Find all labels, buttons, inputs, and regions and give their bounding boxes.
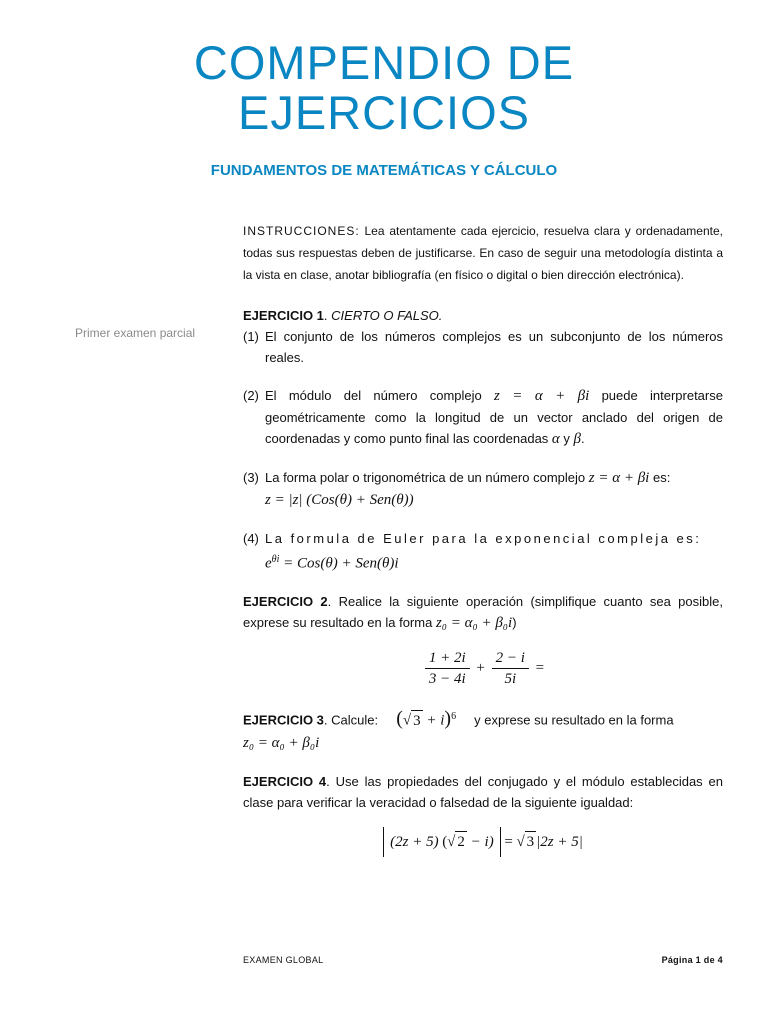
lhs-part-b: − i) <box>466 833 494 850</box>
ex1-item-4 <box>243 528 723 574</box>
fraction-1-numerator: 1 + 2i <box>425 648 470 669</box>
lhs-part-a: (2z + 5) <box>390 833 439 850</box>
euler-formula: = Cos(θ) + Sen(θ)i <box>279 555 399 572</box>
exercise-2-text: . Realice la siguiente operación (simplifique cuanto sea posible, exprese su resultado en la forma <box>243 594 723 631</box>
ex1-item-2 <box>243 385 723 450</box>
item-number: (2) <box>243 388 259 403</box>
item-text: La formula de Euler para la exponencial compleja es: <box>265 531 702 546</box>
exercise-3-text: . Calcule: <box>323 712 379 728</box>
equals-sign: = <box>504 833 513 850</box>
item-text-b: es: <box>652 470 671 485</box>
item-number: (3) <box>243 470 259 485</box>
lhs-sqrt: 2 <box>455 831 467 853</box>
instructions <box>243 220 723 286</box>
rhs-rest: |2z + 5| <box>536 833 583 850</box>
polar-formula: z = |z| (Cos(θ) + Sen(θ)) <box>265 492 414 508</box>
exercise-3-form: z₀ = α₀ + β₀i <box>243 734 320 751</box>
main-content <box>243 220 723 857</box>
document-subtitle: FUNDAMENTOS DE MATEMÁTICAS Y CÁLCULO <box>210 162 558 179</box>
rhs-sqrt: 3 <box>525 831 537 853</box>
equals-sign: = <box>535 660 545 677</box>
beta-symbol: β <box>573 431 582 447</box>
footer-left: EXAMEN GLOBAL <box>243 955 324 965</box>
fraction-1-denominator: 3 − 4i <box>428 671 466 688</box>
sidebar-label: Primer examen parcial <box>75 326 196 340</box>
ex1-item-1 <box>243 326 723 368</box>
exercise-4 <box>243 771 723 813</box>
exercise-4-text: . Use las propiedades del conjugado y el módulo establecidas en clase para verificar la veracidad o falsedad de la siguiente igualdad: <box>243 773 723 810</box>
power: 6 <box>451 711 457 723</box>
conjunction: y <box>563 431 570 446</box>
exercise-3-text-b: y exprese su resultado en la forma <box>474 712 674 728</box>
instructions-text: Lea atentamente cada ejercicio, resuelva clara y ordenadamente, todas sus respuestas deben de justificarse. En caso de seguir una metodología distinta a la vista en clase, anotar bibliografía (en físico o digital o bien dirección electrónica). <box>243 224 723 282</box>
exercise-2-expression <box>243 648 723 689</box>
item-number: (1) <box>243 329 259 344</box>
instructions-label: INSTRUCCIONES: <box>243 224 360 238</box>
euler-base: e <box>265 555 272 572</box>
exercise-1: EJERCICIO 1. CIERTO O FALSO. (1) El conjunto de los números complejos es un subconjunto de los números reales. (2) El módulo del número complejo z = α + βi puede interpretarse geométricamente como la longitud de un vector anclado del origen de coordenadas y como punto final las coordenadas α y β. (3) La forma polar o trigonométrica de un número complejo z = α + βi es: z = |z| (Cos(θ) + Sen(θ)) (4) La formula de Euler para la exponencial compleja es: $e^{\theta i} = Cos(\theta) + Sen(\theta)i$ <box>243 305 723 574</box>
euler-exponent: θi <box>271 554 280 565</box>
exercise-1-title: CIERTO O FALSO. <box>331 308 443 323</box>
exercise-2-label: EJERCICIO 2 <box>243 594 328 610</box>
fraction-2-numerator: 2 − i <box>492 648 529 669</box>
exercise-3: EJERCICIO 3. Calcule: (√ 3 + i)$^6$ y exprese su resultado en la forma z₀ = α₀ + β₀i <box>243 707 674 751</box>
exercise-3-label: EJERCICIO 3 <box>243 712 324 728</box>
title-line-1: COMPENDIO DE <box>193 36 575 89</box>
close-paren: ) <box>512 615 517 631</box>
expr-rest: + i <box>422 712 445 729</box>
ex1-item-3 <box>243 467 723 511</box>
item-text: El conjunto de los números complejos es un subconjunto de los números reales. <box>265 329 723 365</box>
item-text: El módulo del número complejo <box>265 388 482 403</box>
period: . <box>581 431 585 446</box>
exercise-2-form: z₀ = α₀ + β₀i <box>435 615 513 632</box>
exercise-4-label: EJERCICIO 4 <box>243 773 327 789</box>
formula: z = α + βi <box>494 388 590 404</box>
item-number: (4) <box>243 531 259 546</box>
alpha-symbol: α <box>551 431 560 447</box>
sqrt-radicand: 3 <box>411 710 423 732</box>
title-line-2: EJERCICIOS <box>237 86 531 139</box>
exercise-1-label: EJERCICIO 1 <box>243 308 324 323</box>
exercise-4-equation: (2z + 5) (√ 2 − i) = √ 3 |2z + 5| <box>243 827 723 857</box>
item-text: La forma polar o trigonométrica de un número complejo <box>265 470 586 485</box>
document-title <box>0 38 768 138</box>
exercise-2 <box>243 591 723 634</box>
fraction-2-denominator: 5i <box>504 671 517 688</box>
page-footer <box>243 955 723 965</box>
plus-sign: + <box>476 660 485 677</box>
page-number: Página 1 de 4 <box>661 955 723 965</box>
item-text-b: puede interpretarse geométricamente como la longitud de un vector anclado del origen de coordenadas y como punto final las coordenadas <box>265 388 723 446</box>
formula: z = α + βi <box>588 470 650 486</box>
